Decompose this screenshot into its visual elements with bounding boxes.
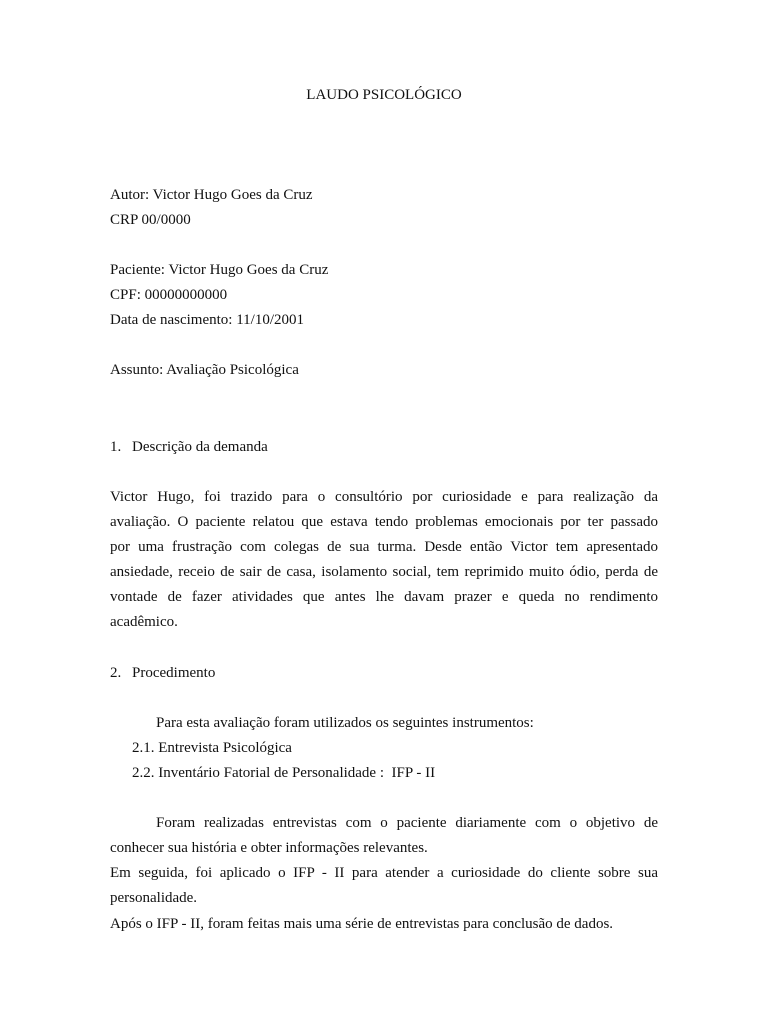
section-1-heading [110,438,268,456]
author-line: Autor: Victor Hugo Goes da Cruz [110,187,313,203]
paragraph-line: conhecer sua história e obter informações relevantes. [110,840,428,856]
paragraph-line: Foram realizadas entrevistas com o paciente diariamente com o objetivo de [156,815,658,831]
procedure-paragraph-3: Após o IFP - II, foram feitas mais uma série de entrevistas para conclusão de dados. [110,916,614,932]
instrument-item: 2.2. Inventário Fatorial de Personalidade : IFP - II [132,765,436,781]
paragraph-line: acadêmico. [110,614,178,630]
paragraph-line: vontade de fazer atividades que antes lhe davam prazer e queda no rendimento [110,589,658,605]
paragraph-line: avaliação. O paciente relatou que estava tendo problemas emocionais por ter passado [110,514,658,530]
paragraph-line: ansiedade, receio de sair de casa, isolamento social, tem reprimido muito ódio, perda de [110,564,658,580]
paragraph-line: personalidade. [110,890,198,906]
subject-line: Assunto: Avaliação Psicológica [110,362,299,378]
section-1-title: Descrição da demanda [132,439,268,455]
instruments-intro: Para esta avaliação foram utilizados os seguintes instrumentos: [156,715,534,731]
paragraph-line: por uma frustração com colegas de sua turma. Desde então Victor tem apresentado [110,539,658,555]
section-2-heading [110,664,215,682]
section-1-number: 1. [110,439,122,455]
section-2-title: Procedimento [132,665,216,681]
section-2-number: 2. [110,665,122,681]
section-1-paragraph [110,485,658,635]
paragraph-line: Em seguida, foi aplicado o IFP - II para atender a curiosidade do cliente sobre sua [110,865,658,881]
instrument-item: 2.1. Entrevista Psicológica [132,740,292,756]
crp-line: CRP 00/0000 [110,212,191,228]
cpf-line: CPF: 00000000000 [110,287,228,303]
document-title: LAUDO PSICOLÓGICO [306,87,462,103]
procedure-paragraph-2 [110,861,658,911]
birthdate-line: Data de nascimento: 11/10/2001 [110,312,304,328]
procedure-paragraph-1 [110,811,658,861]
patient-line: Paciente: Victor Hugo Goes da Cruz [110,262,329,278]
paragraph-line: Victor Hugo, foi trazido para o consultório por curiosidade e para realização da [110,489,658,505]
